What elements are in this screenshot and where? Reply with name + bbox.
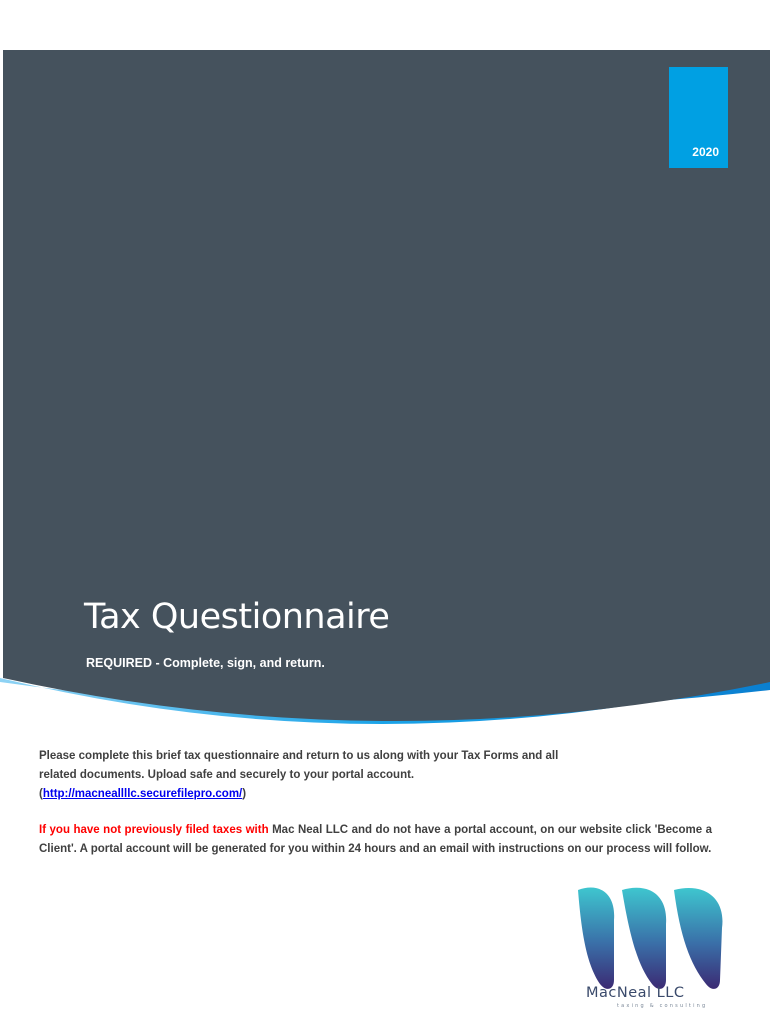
page-title: Tax Questionnaire: [84, 597, 390, 637]
year-label: 2020: [692, 145, 719, 159]
notice-paragraph: [39, 821, 712, 859]
logo-name: MacNeal LLC: [586, 985, 685, 1001]
logo-stroke-middle: [622, 888, 666, 989]
portal-link[interactable]: http://macneallllc.securefilepro.com/: [42, 788, 243, 800]
page-subtitle: REQUIRED - Complete, sign, and return.: [86, 656, 325, 670]
notice-text: Mac Neal LLC and do not have a portal account, on our website click 'Become a Client'. A portal account will be generated for you within 24 hours and an email with instructions on our process will follow.: [39, 824, 712, 855]
link-paren-close: ): [242, 788, 247, 800]
logo-stroke-left: [578, 888, 614, 989]
intro-line-1: Please complete this brief tax questionnaire and return to us along with your Tax Forms and all: [39, 750, 559, 762]
intro-paragraph: [39, 747, 639, 804]
logo-tagline: taxing & consulting: [617, 1003, 708, 1009]
intro-line-3: [39, 785, 639, 804]
notice-highlight: If you have not previously filed taxes with: [39, 824, 269, 836]
logo-stroke-right: [674, 888, 722, 989]
year-badge: [669, 67, 728, 168]
intro-line-2: related documents. Upload safe and securely to your portal account.: [39, 769, 415, 781]
link-paren-open: (: [39, 788, 43, 800]
